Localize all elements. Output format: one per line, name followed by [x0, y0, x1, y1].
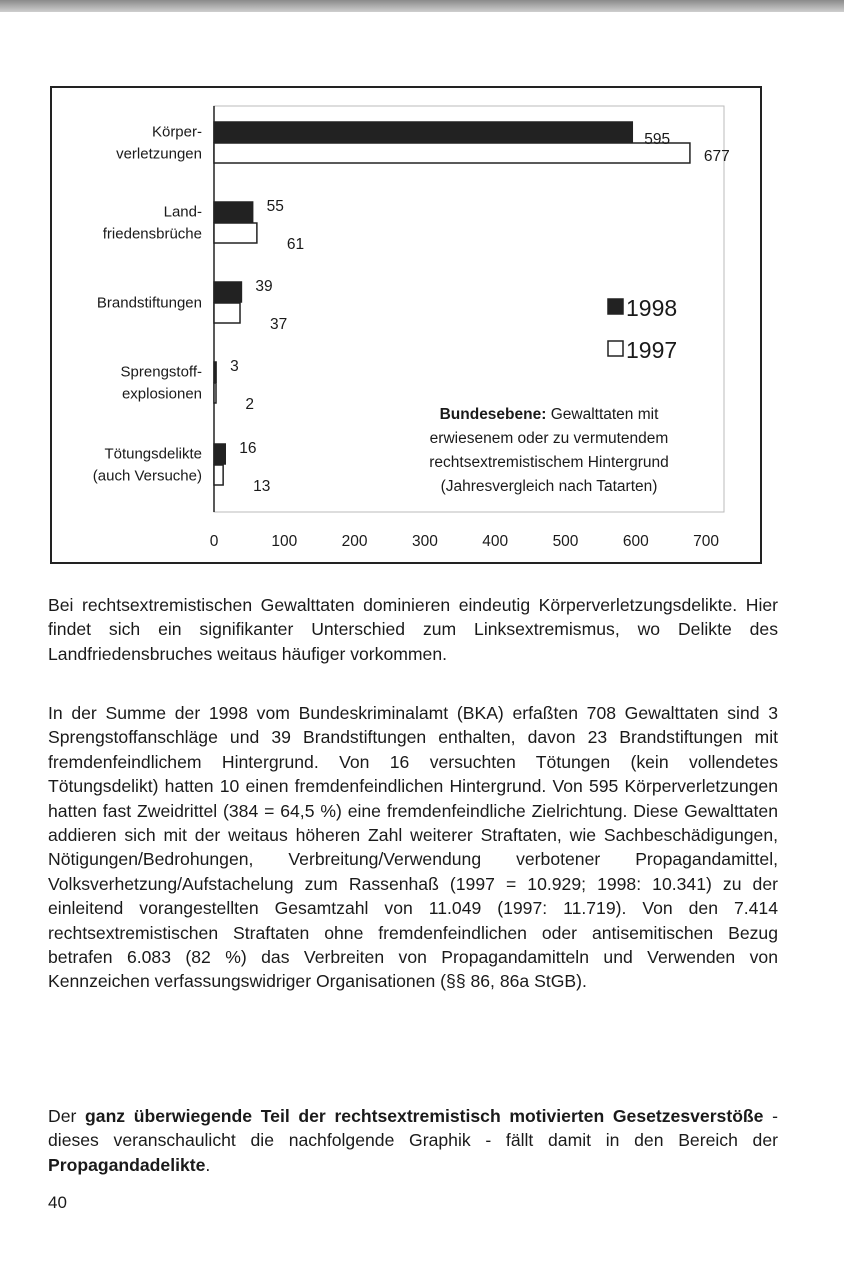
bar-1998: [214, 202, 253, 222]
bar-1998: [214, 362, 216, 382]
bar-1997: [214, 223, 257, 243]
category-label: verletzungen: [116, 145, 202, 163]
data-label-1998: 39: [255, 278, 273, 295]
legend-swatch-1998: [608, 299, 623, 314]
data-label-1998: 16: [239, 440, 257, 457]
category-label: Land-: [163, 203, 202, 221]
paragraph-3-text: [48, 1104, 778, 1177]
category-label: (auch Versuche): [92, 467, 202, 485]
bar-1998: [214, 444, 225, 464]
x-tick-label: 400: [482, 533, 509, 550]
data-label-1998: 55: [266, 198, 284, 215]
chart-caption: [429, 406, 668, 495]
p3-part-c: - dieses veranschaulicht die nachfolgende Graphik - fällt damit in den Bereich der: [48, 1106, 779, 1151]
caption-title: Bundesebene:: [439, 406, 547, 423]
category-label: Brandstiftungen: [96, 294, 202, 312]
data-label-1997: 2: [245, 396, 255, 413]
page-number: 40: [48, 1193, 67, 1212]
data-label-1998: 595: [644, 131, 671, 148]
x-tick-label: 200: [341, 533, 368, 550]
caption-line1: Gewalttaten mit: [546, 406, 659, 423]
data-label-1997: 13: [253, 478, 271, 495]
category-label: Sprengstoff-: [120, 363, 202, 381]
p3-part-a: Der: [48, 1106, 86, 1126]
legend-swatch-1997: [608, 341, 623, 356]
data-label-1998: 3: [230, 358, 239, 375]
caption-line2: erwiesenem oder zu vermutendem: [429, 430, 669, 447]
data-label-1997: 677: [703, 148, 730, 165]
paragraph-1: [48, 593, 778, 666]
paragraph-1-text: Bei rechtsextremistischen Gewalttaten dominieren eindeutig Körperverletzungsdelikte. Hier findet sich ein signifikanter Unterschied zum Linksextremismus, wo Delikte des Landfriedensbruches weitaus häufiger vorkommen.: [48, 595, 778, 664]
paragraph-3: [48, 1104, 778, 1177]
bar-1997: [214, 303, 240, 323]
data-label-1997: 37: [270, 316, 288, 333]
bar-1997: [214, 383, 216, 403]
caption-line4: (Jahresvergleich nach Tatarten): [440, 478, 658, 495]
p3-bold-phrase: ganz überwiegende Teil der rechtsextremistisch motivierten Gesetzesverstöße: [85, 1106, 764, 1126]
category-label: Tötungsdelikte: [104, 445, 202, 463]
x-tick-label: 600: [622, 533, 649, 550]
svg-text:Bundesebene: Gewalttaten mit: [440, 406, 659, 423]
bar-1998: [214, 122, 632, 142]
scan-top-edge: [0, 0, 844, 12]
category-label: friedensbrüche: [102, 225, 202, 243]
paragraph-2: [48, 701, 778, 994]
data-label-1997: 61: [286, 236, 305, 253]
category-label: Körper-: [151, 123, 202, 141]
x-tick-label: 700: [693, 533, 720, 550]
legend-label-1998: 1998: [626, 295, 678, 321]
p3-bold-propagandadelikte: Propagandadelikte: [48, 1154, 206, 1175]
x-tick-label: 300: [411, 533, 438, 550]
caption-line3: rechtsextremistischem Hintergrund: [429, 454, 669, 471]
p3-part-e: .: [205, 1154, 211, 1175]
bar-chart: [52, 88, 760, 562]
x-tick-label: 0: [209, 533, 219, 550]
legend-label-1997: 1997: [626, 337, 678, 363]
category-label: explosionen: [121, 385, 202, 403]
bar-1997: [214, 143, 690, 163]
x-tick-label: 100: [271, 533, 298, 550]
bar-1998: [214, 282, 241, 302]
bar-1997: [214, 465, 223, 485]
x-tick-label: 500: [552, 533, 579, 550]
figure-frame: [50, 86, 762, 564]
paragraph-2-text: In der Summe der 1998 vom Bundeskriminalamt (BKA) erfaßten 708 Gewalttaten sind 3 Sprengstoffanschläge und 39 Brandstiftungen enthalten, davon 23 Brandstiftungen mit fremdenfeindlichem Hintergrund. Von 16 versuchten Tötungen (kein vollendetes Tötungsdelikt) hatten 10 einen fremdenfeindlichen Hintergrund. Von 595 Körperverletzungen hatten fast Zweidrittel (384 = 64,5 %) eine fremdenfeindliche Zielrichtung. Diese Gewalttaten addieren sich mit der weitaus höheren Zahl weiterer Straftaten, wie Sachbeschädigungen, Nötigungen/Bedrohungen, Verbreitung/Verwendung verbotener Propagandamittel, Volksverhetzung/Aufstachelung zum Rassenhaß (1997 = 10.929; 1998: 10.341) zu der einleitend vorangestellten Gesamtzahl von 11.049 (1997: 11.719). Von den 7.414 rechtsextremistischen Straftaten ohne fremdenfeindlichen oder antisemitischen Bezug betrafen 6.083 (82 %) das Verbreiten von Propagandamitteln und Verwenden von Kennzeichen verfassungswidriger Organisationen (§§ 86, 86a StGB).: [48, 703, 778, 992]
